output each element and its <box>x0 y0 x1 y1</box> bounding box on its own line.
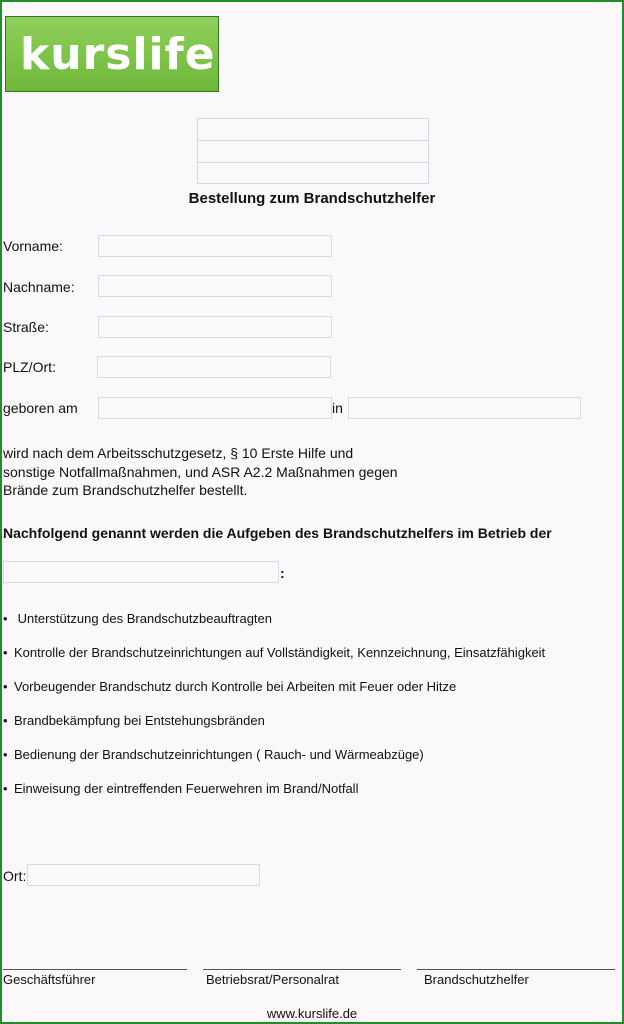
task-text: Einweisung der eintreffenden Feuerwehren im Brand/Notfall <box>14 781 359 796</box>
document-title: Bestellung zum Brandschutzhelfer <box>188 190 436 207</box>
footer-url: www.kurslife.de <box>266 1006 358 1021</box>
signature-label-betriebsrat: Betriebsrat/Personalrat <box>206 972 339 987</box>
signature-label-geschaeftsfuehrer: Geschäftsführer <box>3 972 96 987</box>
vorname-field[interactable] <box>98 235 332 257</box>
geburtsdatum-field[interactable] <box>98 397 332 419</box>
ort-label: Ort: <box>3 868 27 884</box>
signature-line-betriebsrat <box>203 969 401 970</box>
heading-colon: : <box>280 565 285 581</box>
plz-ort-field[interactable] <box>97 356 331 378</box>
bullet-icon: • <box>3 781 8 796</box>
task-list-item <box>3 713 265 728</box>
signature-label-brandschutzhelfer: Brandschutzhelfer <box>424 972 529 987</box>
betrieb-field[interactable] <box>3 561 279 583</box>
task-list-item <box>3 747 424 762</box>
paragraph-line: Brände zum Brandschutzhelfer bestellt. <box>3 482 248 498</box>
signature-line-brandschutzhelfer <box>417 969 615 970</box>
bestellung-paragraph <box>3 444 398 500</box>
plz-ort-label: PLZ/Ort: <box>3 359 56 375</box>
bullet-icon: • <box>3 747 8 762</box>
strasse-label: Straße: <box>3 319 49 335</box>
task-text: Bedienung der Brandschutzeinrichtungen ( Rauch- und Wärmeabzüge) <box>14 747 424 762</box>
top-info-field-1[interactable] <box>198 119 428 141</box>
nachname-field[interactable] <box>98 275 332 297</box>
bullet-icon: • <box>3 645 8 660</box>
paragraph-line: sonstige Notfallmaßnahmen, und ASR A2.2 Maßnahmen gegen <box>3 463 398 480</box>
bullet-icon: • <box>3 679 8 694</box>
geburtsort-field[interactable] <box>348 397 581 419</box>
task-list-item <box>3 645 545 660</box>
task-list-item <box>3 679 456 694</box>
ort-field[interactable] <box>27 864 260 886</box>
top-info-box <box>197 118 429 184</box>
kurslife-logo <box>5 16 219 92</box>
paragraph-line: wird nach dem Arbeitsschutzgesetz, § 10 Erste Hilfe und <box>3 445 354 461</box>
top-info-field-2[interactable] <box>198 141 428 163</box>
in-label: in <box>332 400 343 416</box>
bullet-icon: • <box>3 611 8 626</box>
vorname-label: Vorname: <box>3 238 63 254</box>
tasks-heading: Nachfolgend genannt werden die Aufgeben des Brandschutzhelfers im Betrieb der <box>3 525 552 541</box>
signature-line-geschaeftsfuehrer <box>3 969 187 970</box>
nachname-label: Nachname: <box>3 279 75 295</box>
geboren-label: geboren am <box>3 400 78 416</box>
task-list-item <box>3 781 358 796</box>
task-text: Brandbekämpfung bei Entstehungsbränden <box>14 713 265 728</box>
bullet-icon: • <box>3 713 8 728</box>
task-text: Unterstützung des Brandschutzbeauftragten <box>14 611 272 626</box>
top-info-field-3[interactable] <box>198 163 428 185</box>
task-text: Kontrolle der Brandschutzeinrichtungen auf Vollständigkeit, Kennzeichnung, Einsatzfähigkeit <box>14 645 546 660</box>
logo-text: kurslife <box>20 29 216 80</box>
task-list-item <box>3 611 272 626</box>
task-text: Vorbeugender Brandschutz durch Kontrolle bei Arbeiten mit Feuer oder Hitze <box>14 679 457 694</box>
strasse-field[interactable] <box>98 316 332 338</box>
